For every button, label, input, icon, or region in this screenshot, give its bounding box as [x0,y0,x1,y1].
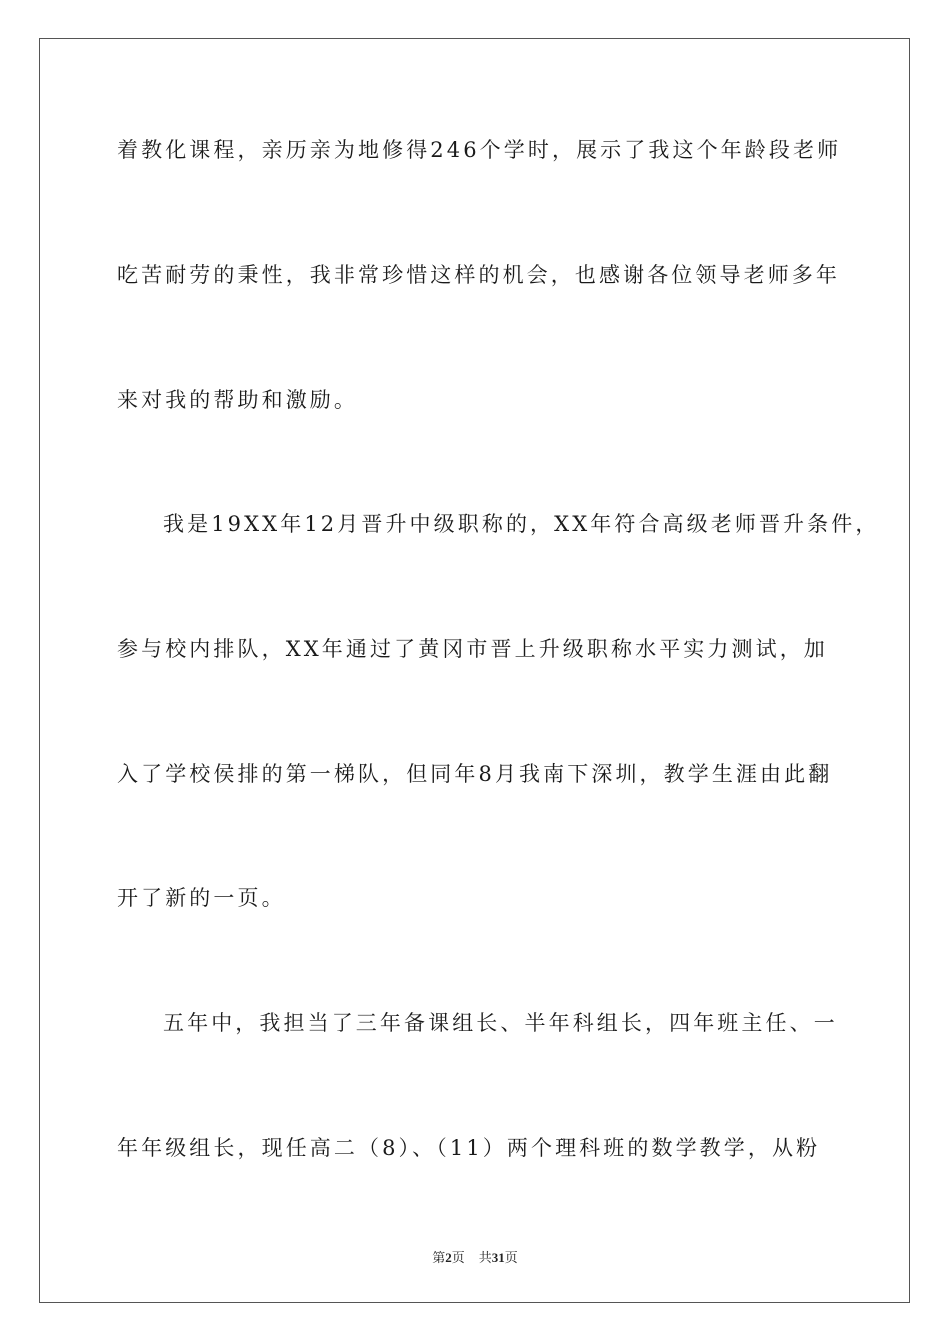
page-footer [0,1247,950,1266]
paragraph-3-line-1: 五年中，我担当了三年备课组长、半年科组长，四年班主任、一 [163,1011,838,1035]
text-line-5: 参与校内排队，XX年通过了黄冈市晋上升级职称水平实力测试，加 [117,637,828,661]
text-line-9: 年年级组长，现任高二（8）、（11）两个理科班的数学教学，从粉 [117,1136,821,1160]
total-pages: 31 [491,1250,505,1265]
page-number: 2 [445,1250,452,1265]
text-line-3: 来对我的帮助和激励。 [117,388,358,412]
text-line-7: 开了新的一页。 [117,886,286,910]
paragraph-2-line-1: 我是19XX年12月晋升中级职称的，XX年符合高级老师晋升条件， [163,512,880,536]
page-prefix: 第 [432,1250,446,1265]
page-border [39,38,910,1303]
page-suffix: 页 [451,1250,465,1265]
text-line-6: 入了学校侯排的第一梯队，但同年8月我南下深圳，教学生涯由此翻 [117,762,833,786]
total-suffix: 页 [504,1250,518,1265]
total-prefix: 共 [478,1250,492,1265]
text-line-2: 吃苦耐劳的秉性，我非常珍惜这样的机会，也感谢各位领导老师多年 [117,263,840,287]
text-line-1: 着教化课程，亲历亲为地修得246个学时，展示了我这个年龄段老师 [117,138,842,162]
